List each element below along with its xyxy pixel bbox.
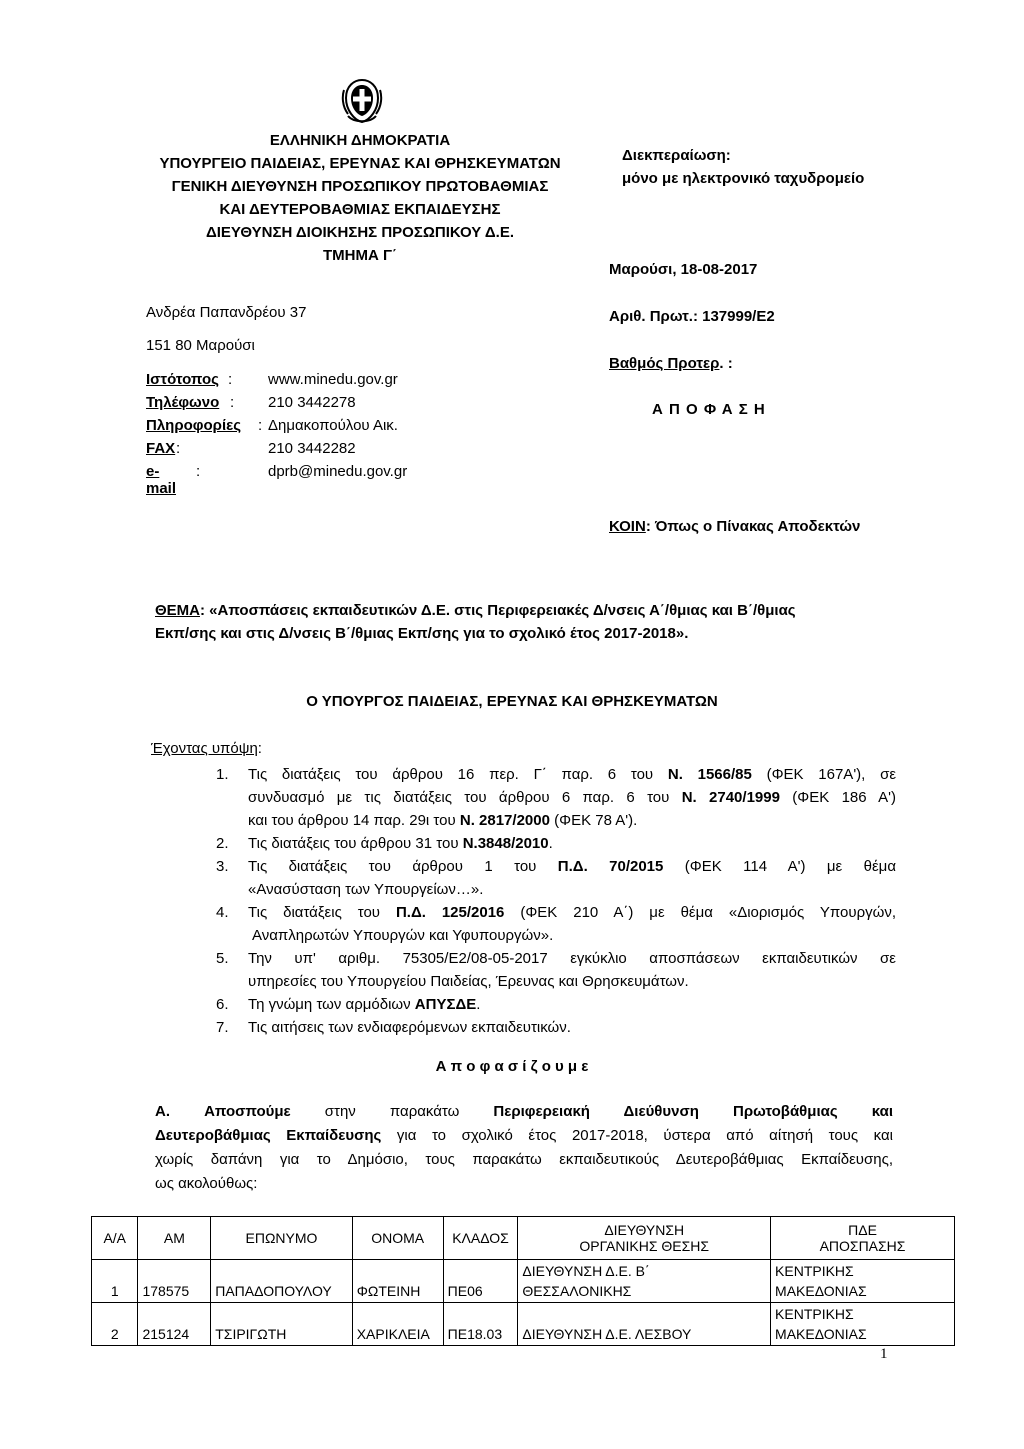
considering-label: Έχοντας υπόψη	[151, 740, 258, 757]
header-directorate: ΔΙΕΥΘΥΝΣΗ ΔΙΟΙΚΗΣΗΣ ΠΡΟΣΩΠΙΚΟΥ Δ.Ε.	[205, 224, 515, 241]
cell-aa: 2	[92, 1303, 138, 1346]
list-item-line: συνδυασμό με τις διατάξεις του άρθρου 6 παρ. 6 του Ν. 2740/1999 (ΦΕΚ 186 Α')	[248, 789, 896, 806]
considering-heading: Έχοντας υπόψη:	[151, 740, 262, 757]
cell-organic-directorate: ΔΙΕΥΘΥΝΣΗ Δ.Ε. ΛΕΣΒΟΥ	[518, 1303, 771, 1346]
header-surname: ΕΠΩΝΥΜΟ	[211, 1217, 352, 1260]
fax-value: 210 3442282	[268, 440, 356, 457]
list-item-number: 3.	[216, 858, 229, 875]
info-value: Δημακοπούλου Αικ.	[268, 417, 398, 434]
contact-label: e-mail	[146, 463, 177, 497]
section-a-line: Δευτεροβάθμιας Εκπαίδευσης για το σχολικό έτος 2017-2018, ύστερα από αίτησή τους και	[155, 1127, 893, 1144]
greek-coat-of-arms-icon	[340, 76, 384, 126]
protocol-number: Αριθ. Πρωτ.: 137999/Ε2	[609, 308, 775, 325]
koin-value: : Όπως ο Πίνακας Αποδεκτών	[645, 518, 861, 535]
list-item-line: υπηρεσίες του Υπουργείου Παιδείας, Έρευνας και Θρησκευμάτων.	[248, 973, 689, 990]
list-item-number: 7.	[216, 1019, 229, 1036]
cell-pde: ΚΕΝΤΡΙΚΗΣ ΜΑΚΕΔΟΝΙΑΣ	[771, 1260, 955, 1303]
priority-field	[609, 355, 733, 372]
header-pde-secondment: ΠΔΕ ΑΠΟΣΠΑΣΗΣ	[771, 1217, 955, 1260]
list-item-line: και του άρθρου 14 παρ. 29ι του Ν. 2817/2000 (ΦΕΚ 78 Α').	[248, 812, 638, 829]
cell-surname: ΤΣΙΡΙΓΩΤΗ	[211, 1303, 352, 1346]
subject-label: ΘΕΜΑ	[155, 602, 200, 619]
decide-heading: Α π ο φ α σ ί ζ ο υ μ ε	[435, 1058, 589, 1075]
contact-label: Τηλέφωνο	[146, 394, 220, 411]
section-a-line: χωρίς δαπάνη για το Δημόσιο, τους παρακάτω εκπαιδευτικούς Δευτεροβάθμιας Εκπαίδευσης,	[155, 1151, 893, 1168]
subject-text-1: : «Αποσπάσεις εκπαιδευτικών Δ.Ε. στις Περιφερειακές Δ/νσεις Α΄/θμιας και Β΄/θμιας	[200, 602, 796, 619]
priority-label: Βαθμός Προτερ	[609, 355, 720, 372]
header-aa: Α/Α	[92, 1217, 138, 1260]
handling-label: Διεκπεραίωση:	[622, 147, 731, 164]
list-item-number: 1.	[216, 766, 229, 783]
table-row	[92, 1260, 955, 1303]
section-a-line: ως ακολούθως:	[155, 1175, 258, 1192]
section-a-paragraph	[155, 1100, 893, 1196]
list-item-line: Τις διατάξεις του Π.Δ. 125/2016 (ΦΕΚ 210 Α΄) με θέμα «Διορισμός Υπουργών,	[248, 904, 896, 921]
header-branch: ΚΛΑΔΟΣ	[443, 1217, 518, 1260]
address-city: 151 80 Μαρούσι	[146, 337, 255, 354]
cell-am: 178575	[138, 1260, 211, 1303]
cell-name: ΦΩΤΕΙΝΗ	[352, 1260, 443, 1303]
list-item-line: «Ανασύσταση των Υπουργείων…».	[248, 881, 484, 898]
cell-branch: ΠΕ06	[443, 1260, 518, 1303]
subject-line-1	[155, 602, 796, 619]
minister-title: Ο ΥΠΟΥΡΓΟΣ ΠΑΙΔΕΙΑΣ, ΕΡΕΥΝΑΣ ΚΑΙ ΘΡΗΣΚΕΥΜΑΤΩΝ	[306, 693, 718, 710]
header-name: ΟΝΟΜΑ	[352, 1217, 443, 1260]
priority-suffix: . :	[719, 355, 733, 372]
page-number: 1	[880, 1346, 888, 1362]
cell-name: ΧΑΡΙΚΛΕΙΑ	[352, 1303, 443, 1346]
list-item-line: Τις διατάξεις του άρθρου 31 του Ν.3848/2010.	[248, 835, 553, 852]
cell-surname: ΠΑΠΑΔΟΠΟΥΛΟΥ	[211, 1260, 352, 1303]
header-education-levels: ΚΑΙ ΔΕΥΤΕΡΟΒΑΘΜΙΑΣ ΕΚΠΑΙΔΕΥΣΗΣ	[219, 201, 501, 218]
teachers-table	[91, 1216, 955, 1346]
cell-organic-directorate: ΔΙΕΥΘΥΝΣΗ Δ.Ε. Β΄ ΘΕΣΣΑΛΟΝΙΚΗΣ	[518, 1260, 771, 1303]
koin-label: ΚΟΙΝ	[609, 518, 646, 535]
list-item-number: 4.	[216, 904, 229, 921]
section-a-line: Α. Αποσπούμε στην παρακάτω Περιφερειακή Διεύθυνση Πρωτοβάθμιας και	[155, 1103, 893, 1120]
list-item-line: Τη γνώμη των αρμόδιων ΑΠΥΣΔΕ.	[248, 996, 481, 1013]
list-item-number: 5.	[216, 950, 229, 967]
list-item-line: Τις διατάξεις του άρθρου 16 περ. Γ΄ παρ. 6 του Ν. 1566/85 (ΦΕΚ 167Α'), σε	[248, 766, 897, 783]
phone-value: 210 3442278	[268, 394, 356, 411]
list-item	[216, 763, 896, 832]
table-header-row	[92, 1217, 955, 1260]
decision-title: Α Π Ο Φ Α Σ Η	[652, 401, 766, 418]
header-department: ΤΜΗΜΑ Γ΄	[323, 247, 397, 264]
koin-field	[609, 518, 860, 535]
list-item-number: 6.	[216, 996, 229, 1013]
document-date: Μαρούσι, 18-08-2017	[609, 261, 758, 278]
document-page: ΕΛΛΗΝΙΚΗ ΔΗΜΟΚΡΑΤΙΑ ΥΠΟΥΡΓΕΙΟ ΠΑΙΔΕΙΑΣ, ΕΡΕΥΝΑΣ ΚΑΙ ΘΡΗΣΚΕΥΜΑΤΩΝ ΓΕΝΙΚΗ ΔΙΕΥΘΥΝΣΗ ΠΡΟΣΩΠΙΚΟΥ ΠΡΩΤΟΒΑΘΜΙΑΣ ΚΑΙ ΔΕΥΤΕΡΟΒΑΘΜΙΑΣ ΕΚΠΑΙΔΕΥΣΗΣ ΔΙΕΥΘΥΝΣΗ ΔΙΟΙΚΗΣΗΣ ΠΡΟΣΩΠΙΚΟΥ Δ.Ε. ΤΜΗΜΑ Γ΄ Διεκπεραίωση: μόνο με ηλεκτρονικό ταχυδρομείο Μαρούσι, 18-08-2017 Αριθ. Πρωτ.: 137999/Ε2 Βαθμός Προτερ. : Α Π Ο Φ Α Σ Η ΚΟΙΝ: Όπως ο Πίνακας Αποδεκτών Ανδρέα Παπανδρέου 37 151 80 Μαρούσι Ιστότοπος : www.minedu.gov.gr Τηλέφωνο : 210 3442278 Πληροφορίες : Δημακοπούλου Αικ. FAX : 210 3442282 e-mail : dprb@minedu.gov.gr ΘΕΜΑ: «Αποσπάσεις εκπαιδευτικών Δ.Ε. στις Περιφερειακές Δ/νσεις Α΄/θμιας και Β΄/θμιας Εκπ/σης και στις Δ/νσεις Β΄/θμιας Εκπ/σης για το σχολικό έτος 2017-2018». Ο ΥΠΟΥΡΓΟΣ ΠΑΙΔΕΙΑΣ, ΕΡΕΥΝΑΣ ΚΑΙ ΘΡΗΣΚΕΥΜΑΤΩΝ Έχοντας υπόψη: 1. Τις διατάξεις του άρθρου 16 περ. Γ΄ παρ. 6 του Ν. 1566/85 (ΦΕΚ 167Α'), σε συνδυασμό με τις διατάξεις του άρθρου 6 παρ. 6 του Ν. 2740/1999 (ΦΕΚ 186 Α') και του άρθρου 14 παρ. 29ι του Ν. 2817/2000 (ΦΕΚ 78 Α'). 2. Τις διατάξεις του άρθρου 31 του Ν.3848/2010. 3. Τις διατάξεις του άρθρου 1 του Π.Δ. 70/2015 (ΦΕΚ 114 Α') με θέμα «Ανασύσταση των Υπουργείων…». 4. Τις διατάξεις του Π.Δ. 125/2016 (ΦΕΚ 210 Α΄) με θέμα «Διορισμός Υπουργών, Αναπληρωτών Υπουργών και Υφυπουργών». 5. Την υπ' αριθμ. 75305/Ε2/08-05-2017 εγκύκλιο αποσπάσεων εκπαιδευτικών σε υπηρεσίες του Υπουργείου Παιδείας, Έρευνας και Θρησκευμάτων. 6. Τη γνώμη των αρμόδιων ΑΠΥΣΔΕ. 7. Τις αιτήσεις των ενδιαφερόμενων εκπαιδευτικών. Α π ο φ α σ ί ζ ο υ μ ε Α. Αποσπούμε στην παρακάτω Περιφερειακή Διεύθυνση Πρωτοβάθμιας και Δευτεροβάθμιας Εκπαίδευσης για το σχολικό έτος 2017-2018, ύστερα από αίτησή τους και χωρίς δαπάνη για το Δημόσιο, τους παρακάτω εκπαιδευτικούς Δευτεροβάθμιας Εκπαίδευσης, ως ακολούθως: Α/Α ΑΜ ΕΠΩΝΥΜΟ ΟΝΟΜΑ ΚΛΑΔΟΣ ΔΙΕΥΘΥΝΣΗ ΟΡΓΑΝΙΚΗΣ ΘΕΣΗΣ ΠΔΕ ΑΠΟΣΠΑΣΗΣ 1 178575 ΠΑΠΑΔΟΠΟΥΛΟΥ ΦΩΤΕΙΝΗ ΠΕ06 ΔΙΕΥΘΥΝΣΗ Δ.Ε. Β΄ ΘΕΣΣΑΛΟΝΙΚΗΣ ΚΕΝΤΡΙΚΗΣ ΜΑΚΕΔΟΝΙΑΣ 2 215124 ΤΣΙΡΙΓΩΤΗ ΧΑΡΙΚΛΕΙΑ ΠΕ18.03 ΔΙΕΥΘΥΝΣΗ Δ.Ε. ΛΕΣΒΟΥ ΚΕΝΤΡΙΚΗΣ ΜΑΚΕΔΟΝΙΑΣ 1	[0, 0, 1024, 1449]
subject-line-2: Εκπ/σης και στις Δ/νσεις Β΄/θμιας Εκπ/σης για το σχολικό έτος 2017-2018».	[155, 625, 689, 642]
cell-branch: ΠΕ18.03	[443, 1303, 518, 1346]
contact-label: FAX	[146, 440, 176, 457]
table-row	[92, 1303, 955, 1346]
contact-label: Πληροφορίες	[146, 417, 242, 434]
website-link[interactable]: www.minedu.gov.gr	[268, 371, 398, 388]
header-organic-directorate: ΔΙΕΥΘΥΝΣΗ ΟΡΓΑΝΙΚΗΣ ΘΕΣΗΣ	[518, 1217, 771, 1260]
list-item-line: Τις αιτήσεις των ενδιαφερόμενων εκπαιδευτικών.	[248, 1019, 571, 1036]
header-ministry: ΥΠΟΥΡΓΕΙΟ ΠΑΙΔΕΙΑΣ, ΕΡΕΥΝΑΣ ΚΑΙ ΘΡΗΣΚΕΥΜΑΤΩΝ	[159, 155, 561, 172]
list-item-number: 2.	[216, 835, 229, 852]
header-general-directorate: ΓΕΝΙΚΗ ΔΙΕΥΘΥΝΣΗ ΠΡΟΣΩΠΙΚΟΥ ΠΡΩΤΟΒΑΘΜΙΑΣ	[171, 178, 549, 195]
email-link[interactable]: dprb@minedu.gov.gr	[268, 463, 408, 480]
header-am: ΑΜ	[138, 1217, 211, 1260]
cell-am: 215124	[138, 1303, 211, 1346]
list-item-line: Αναπληρωτών Υπουργών και Υφυπουργών».	[252, 927, 554, 944]
contact-label: Ιστότοπος	[146, 371, 219, 388]
handling-value: μόνο με ηλεκτρονικό ταχυδρομείο	[622, 170, 865, 187]
header-country: ΕΛΛΗΝΙΚΗ ΔΗΜΟΚΡΑΤΙΑ	[269, 132, 451, 149]
cell-pde: ΚΕΝΤΡΙΚΗΣ ΜΑΚΕΔΟΝΙΑΣ	[771, 1303, 955, 1346]
list-item-line: Τις διατάξεις του άρθρου 1 του Π.Δ. 70/2015 (ΦΕΚ 114 Α') με θέμα	[248, 858, 896, 875]
address-street: Ανδρέα Παπανδρέου 37	[146, 304, 307, 321]
list-item-line: Την υπ' αριθμ. 75305/Ε2/08-05-2017 εγκύκλιο αποσπάσεων εκπαιδευτικών σε	[248, 950, 896, 967]
cell-aa: 1	[92, 1260, 138, 1303]
